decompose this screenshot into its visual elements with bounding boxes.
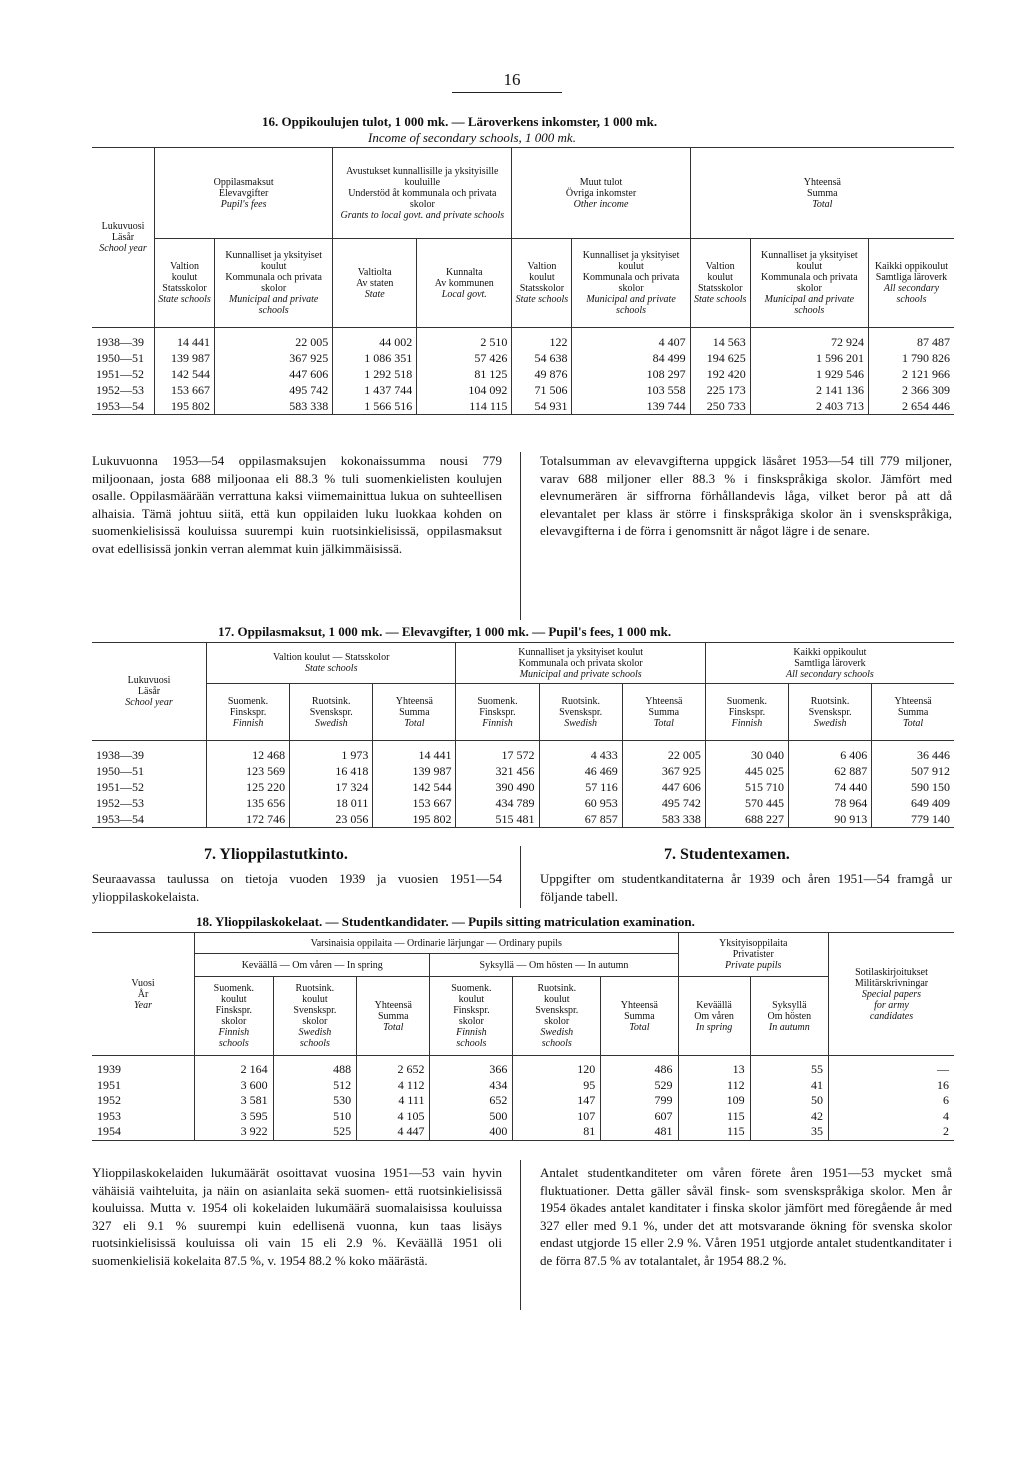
t17-h-all-tot: Yhteensä Summa Total xyxy=(872,684,954,741)
t18-h-spring-swe: Ruotsink. koulut Svenskspr. skolor Swedish schools xyxy=(273,977,356,1056)
t17-h-state-tot: Yhteensä Summa Total xyxy=(373,684,456,741)
table17-caption: 17. Oppilasmaksut, 1 000 mk. — Elevavgifter, 1 000 mk. — Pupil's fees, 1 000 mk. xyxy=(218,624,672,639)
t18-h-autumn: Syksyllä — Om hösten — In autumn xyxy=(430,954,678,977)
table-row: 1951—52 142 544 447 606 1 292 518 81 125 49 876 108 297 192 420 1 929 546 2 121 966 xyxy=(92,366,954,382)
t18-h-year: Vuosi År Year xyxy=(92,933,195,1056)
t16-h-grants-state: Valtiolta Av staten State xyxy=(333,239,417,328)
page-number-rule xyxy=(452,92,562,93)
t18-h-autumn-tot: Yhteensä Summa Total xyxy=(601,977,678,1056)
t16-h-year: Lukuvuosi Läsår School year xyxy=(92,148,155,328)
table-row: 1951 3 600 512 4 112 434 95 529 112 41 16 xyxy=(92,1078,954,1094)
table16-subcaption: Income of secondary schools, 1 000 mk. xyxy=(368,130,576,145)
t18-h-autumn-swe: Ruotsink. koulut Svenskspr. skolor Swedish schools xyxy=(513,977,601,1056)
table-row: 1953—54 172 746 23 056 195 802 515 481 67 857 583 338 688 227 90 913 779 140 xyxy=(92,811,954,828)
t17-h-state-swe: Ruotsink. Svenskspr. Swedish xyxy=(290,684,373,741)
table-row: 1950—51 139 987 367 925 1 086 351 57 426 54 638 84 499 194 625 1 596 201 1 790 826 xyxy=(92,350,954,366)
t17-h-year: Lukuvuosi Läsår School year xyxy=(92,643,207,741)
table-row: 1954 3 922 525 4 447 400 81 481 115 35 2 xyxy=(92,1124,954,1140)
table-row: 1952—53 153 667 495 742 1 437 744 104 092 71 506 103 558 225 173 2 141 136 2 366 309 xyxy=(92,382,954,398)
table-row: 1951—52 125 220 17 324 142 544 390 490 57 116 447 606 515 710 74 440 590 150 xyxy=(92,779,954,795)
table-row: 1938—39 14 441 22 005 44 002 2 510 122 4 407 14 563 72 924 87 487 xyxy=(92,328,954,351)
paragraph-sv-exam: Antalet studentkanditeter om våren förete åren 1951—53 mycket små fluktuationer. Detta gäller såväl finsk- som svenskspråkiga skolor. Men år 1954 ökades antalet kanditater i finska skolor jämfört med föregående år med 327 eller med 9.1 %, under det att motsvarande ökning för svenska skolor endast utgjorde 15 eller 2.9 %. Våren 1951 utgjorde antalet studentkanditater i de förra 87.5 % av totalantalet, år 1954 88.2 %. xyxy=(540,1165,952,1268)
column-divider xyxy=(520,452,521,620)
t16-h-total-state: Valtion koulut Statsskolor State schools xyxy=(690,239,750,328)
t16-h-other-munic: Kunnalliset ja yksityiset koulut Kommunala och privata skolor Municipal and private schools xyxy=(572,239,690,328)
t16-h-fees: Oppilasmaksut Elevavgifter Pupil's fees xyxy=(155,148,333,239)
paragraph-sv-fees: Totalsumman av elevavgifterna uppgick läsåret 1953—54 till 779 miljoner, varav 688 miljoner eller 88.3 % i finskspråkiga skolor. Jämfört med elevnumerären är siffrorna förhållandevis låga, vilket beror på att då elevantalet per klass är större i finskspråkiga skolor än i svenskspråkiga, elevavgifterna i de förra i genomsnitt är något lägre i de senare. xyxy=(540,453,952,538)
t16-h-total: Yhteensä Summa Total xyxy=(690,148,954,239)
t17-h-munic: Kunnalliset ja yksityiset koulut Kommunala och privata skolor Municipal and private schools xyxy=(456,643,705,684)
table18 xyxy=(92,932,954,1141)
table16 xyxy=(92,147,954,415)
section7-fi-title: 7. Ylioppilastutkinto. xyxy=(204,846,348,863)
table-row: 1952 3 581 530 4 111 652 147 799 109 50 6 xyxy=(92,1093,954,1109)
t17-body xyxy=(92,741,954,828)
t16-h-total-munic: Kunnalliset ja yksityiset koulut Kommunala och privata skolor Municipal and private schools xyxy=(750,239,868,328)
paragraph-fi-fees: Lukuvuonna 1953—54 oppilasmaksujen kokonaissumma nousi 779 miljoonaan, josta 688 miljoonaa eli 88.3 % tuli suomenkielisten koulujen osalle. Oppilasmäärään verrattuna kaksi viimemainittua lukua on suhteellisen alhaisia. Tämä johtuu siitä, että kun oppilaiden luku luokkaa kohden on suomenkielisissä kouluissa suurempi kuin ruotsinkielisissä, oppilasmaksut ovat edellisissä jonkin verran alemmat kuin jälkimmäisissä. xyxy=(92,453,502,556)
table-row: 1939 2 164 488 2 652 366 120 486 13 55 — xyxy=(92,1056,954,1078)
table-row: 1953 3 595 510 4 105 500 107 607 115 42 4 xyxy=(92,1109,954,1125)
table-row: 1938—39 12 468 1 973 14 441 17 572 4 433 22 005 30 040 6 406 36 446 xyxy=(92,741,954,764)
section7-fi-text: Seuraavassa taulussa on tietoja vuoden 1939 ja vuosien 1951—54 ylioppilaskokelaista. xyxy=(92,871,502,904)
t17-h-all: Kaikki oppikoulut Samtliga läroverk All secondary schools xyxy=(705,643,954,684)
t18-h-spring-tot: Yhteensä Summa Total xyxy=(357,977,430,1056)
t17-h-state: Valtion koulut — Statsskolor State schools xyxy=(207,643,456,684)
column-divider xyxy=(520,846,521,908)
t18-h-private-spring: Keväällä Om våren In spring xyxy=(678,977,750,1056)
table16-caption: 16. Oppikoulujen tulot, 1 000 mk. — Läroverkens inkomster, 1 000 mk. xyxy=(262,114,658,129)
t18-h-private: Yksityisoppilaita Privatister Private pupils xyxy=(678,933,828,977)
table17 xyxy=(92,642,954,828)
t18-h-spring-fin: Suomenk. koulut Finskspr. skolor Finnish schools xyxy=(195,977,274,1056)
t18-h-military: Sotilaskirjoitukset Militärskrivningar Special papers for army candidates xyxy=(828,933,954,1056)
t18-body xyxy=(92,1056,954,1141)
t18-h-autumn-fin: Suomenk. koulut Finskspr. skolor Finnish schools xyxy=(430,977,513,1056)
section7-sv-text: Uppgifter om studentkanditaterna år 1939 och åren 1951—54 framgå ur följande tabell. xyxy=(540,871,952,904)
t16-h-grants: Avustukset kunnallisille ja yksityisille kouluille Understöd åt kommunala och privata skolor Grants to local govt. and private schools xyxy=(333,148,512,239)
column-divider xyxy=(520,1160,521,1310)
table18-caption: 18. Ylioppilaskokelaat. — Studentkandidater. — Pupils sitting matriculation examination. xyxy=(196,914,695,929)
t16-body xyxy=(92,328,954,415)
t17-h-all-fin: Suomenk. Finskspr. Finnish xyxy=(705,684,788,741)
t18-h-spring: Keväällä — Om våren — In spring xyxy=(195,954,430,977)
t16-h-other: Muut tulot Övriga inkomster Other income xyxy=(512,148,690,239)
t17-h-all-swe: Ruotsink. Svenskspr. Swedish xyxy=(788,684,871,741)
t17-h-munic-tot: Yhteensä Summa Total xyxy=(622,684,705,741)
t17-h-munic-fin: Suomenk. Finskspr. Finnish xyxy=(456,684,539,741)
paragraph-fi-exam: Ylioppilaskokelaiden lukumäärät osoittavat vuosina 1951—53 vain hyvin vähäisiä vaihteluita, ja näin on asianlaita sekä suomen- että ruotsinkielisissä kouluissa. Mutta v. 1954 oli kokelaiden lukumäärä suomalaisissa kouluissa 327 eli 9.1 % suurempi kuin edellisenä vuonna, kun taas lisäys ruotsinkielisissä kouluissa oli vain 15 eli 2.9 %. Keväällä 1951 oli suomenkielisiä kokelaita 87.5 %, v. 1954 88.2 % koko määrästä. xyxy=(92,1165,502,1268)
t16-h-total-all: Kaikki oppikoulut Samtliga läroverk All secondary schools xyxy=(868,239,954,328)
t16-h-fees-munic: Kunnalliset ja yksityiset koulut Kommunala och privata skolor Municipal and private schools xyxy=(215,239,333,328)
t18-h-regular: Varsinaisia oppilaita — Ordinarie lärjungar — Ordinary pupils xyxy=(195,933,679,954)
table-row: 1950—51 123 569 16 418 139 987 321 456 46 469 367 925 445 025 62 887 507 912 xyxy=(92,763,954,779)
page-number: 16 xyxy=(503,70,521,89)
t16-h-other-state: Valtion koulut Statsskolor State schools xyxy=(512,239,572,328)
t18-h-private-autumn: Syksyllä Om hösten In autumn xyxy=(750,977,828,1056)
t17-h-munic-swe: Ruotsink. Svenskspr. Swedish xyxy=(539,684,622,741)
table-row: 1953—54 195 802 583 338 1 566 516 114 115 54 931 139 744 250 733 2 403 713 2 654 446 xyxy=(92,398,954,415)
section7-sv-title: 7. Studentexamen. xyxy=(664,846,790,863)
t17-h-state-fin: Suomenk. Finskspr. Finnish xyxy=(207,684,290,741)
table-row: 1952—53 135 656 18 011 153 667 434 789 60 953 495 742 570 445 78 964 649 409 xyxy=(92,795,954,811)
t16-h-grants-local: Kunnalta Av kommunen Local govt. xyxy=(417,239,512,328)
t16-h-fees-state: Valtion koulut Statsskolor State schools xyxy=(155,239,215,328)
